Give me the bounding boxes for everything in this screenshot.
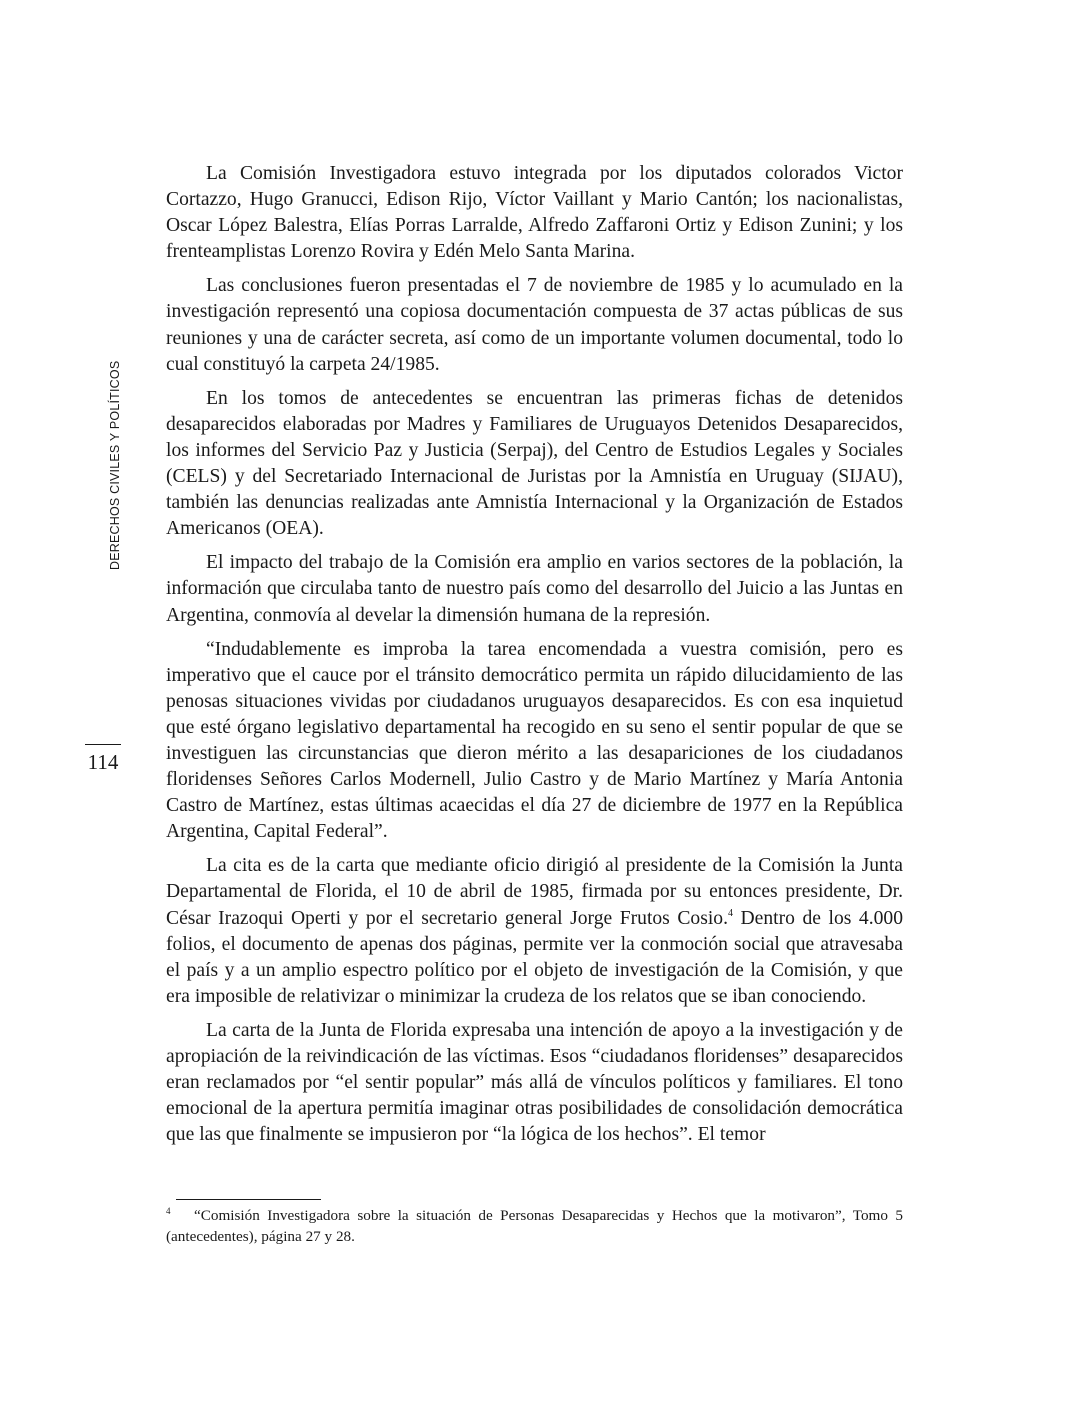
quoted-letter-paragraph: “Indudablemente es improba la tarea encomendada a vuestra comisión, pero es imperativo que el cauce por el tránsito democrático permita un rápido dilucidamiento de las penosas situaciones vividas por ciudadanos uruguayos desaparecidos. Es con esa inquietud que esté órgano legislativo departamental ha recogido en su seno el sentir popular de que se investiguen las circunstancias que dieron mérito a las desapariciones de los ciudadanos floridenses Señores Carlos Modernell, Julio Castro y de Mario Martínez y María Antonia Castro de Martínez, estas últimas acaecidas el día 27 de diciembre de 1977 en la República Argentina, Capital Federal”. [166, 638, 903, 843]
paragraph: La carta de la Junta de Florida expresaba una intención de apoyo a la investigación y de apropiación de la reivindicación de las víctimas. Esos “ciudadanos floridenses” desaparecidos eran reclamados por “el sentir popular” más allá de vínculos políticos y familiares. El tono emocional de la apertura permitía imaginar otras posibilidades de consolidación democrática que las que finalmente se impusieron por “la lógica de los hechos”. El temor [166, 1019, 903, 1146]
page-number: 114 [87, 750, 119, 774]
footnote-rule [176, 1199, 321, 1200]
footnote: 4 “Comisión Investigadora sobre la situación de Personas Desaparecidas y Hechos que la motivaron”, Tomo 5 (antecedentes), página 27 y 28. [166, 1206, 903, 1245]
paragraph: En los tomos de antecedentes se encuentran las primeras fichas de detenidos desaparecidos elaboradas por Madres y Familiares de Uruguayos Detenidos Desaparecidos, los informes del Servicio Paz y Justicia (Serpaj), del Centro de Estudios Legales y Sociales (CELS) y del Secretariado Internacional de Juristas por la Amnistía en Uruguay (SIJAU), también las denuncias realizadas ante Amnistía Internacional y la Organización de Estados Americanos (OEA). [166, 387, 903, 540]
body-text [166, 161, 903, 1156]
paragraph: Las conclusiones fueron presentadas el 7 de noviembre de 1985 y lo acumulado en la investigación representó una copiosa documentación compuesta de 37 actas públicas de sus reuniones y una de carácter secreta, así como de un importante volumen documental, todo lo cual constituyó la carpeta 24/1985. [166, 275, 903, 375]
paragraph: El impacto del trabajo de la Comisión era amplio en varios sectores de la población, la información que circulaba tanto de nuestro país como del desarrollo del Juicio a las Juntas en Argentina, conmovía al develar la dimensión humana de la represión. [166, 552, 903, 626]
paragraph-text: Dentro de los 4.000 folios, el documento de apenas dos páginas, permite ver la conmoción social que atravesaba el país y a un amplio espectro político por el objeto de investigación de la Comisión, y que era imposible de relativizar o minimizar la crudeza de los relatos que se iban conociendo. [166, 907, 903, 1007]
running-header: DERECHOS CIVILES Y POLÍTICOS [108, 360, 122, 570]
paragraph [166, 853, 903, 1010]
page-number-rule [85, 744, 121, 745]
paragraph: La Comisión Investigadora estuvo integrada por los diputados colorados Victor Cortazzo, Hugo Granucci, Edison Rijo, Víctor Vaillant y Mario Cantón; los nacionalistas, Oscar López Balestra, Elías Porras Larralde, Alfredo Zaffaroni Ortiz y Edison Zunini; y los frenteamplistas Lorenzo Rovira y Edén Melo Santa Marina. [166, 163, 903, 263]
paragraph-text: La cita es de la carta que mediante oficio dirigió al presidente de la Comisión la Junta Departamental de Florida, el 10 de abril de 1985, firmada por su entonces presidente, Dr. César Irazoqui Operti y por el secretario general Jorge Frutos Cosio. [166, 855, 903, 929]
footnote-reference: 4 [727, 907, 733, 919]
footnote-text: “Comisión Investigadora sobre la situación de Personas Desaparecidas y Hechos que la motivaron”, Tomo 5 (antecedentes), página 27 y 28. [166, 1207, 903, 1245]
